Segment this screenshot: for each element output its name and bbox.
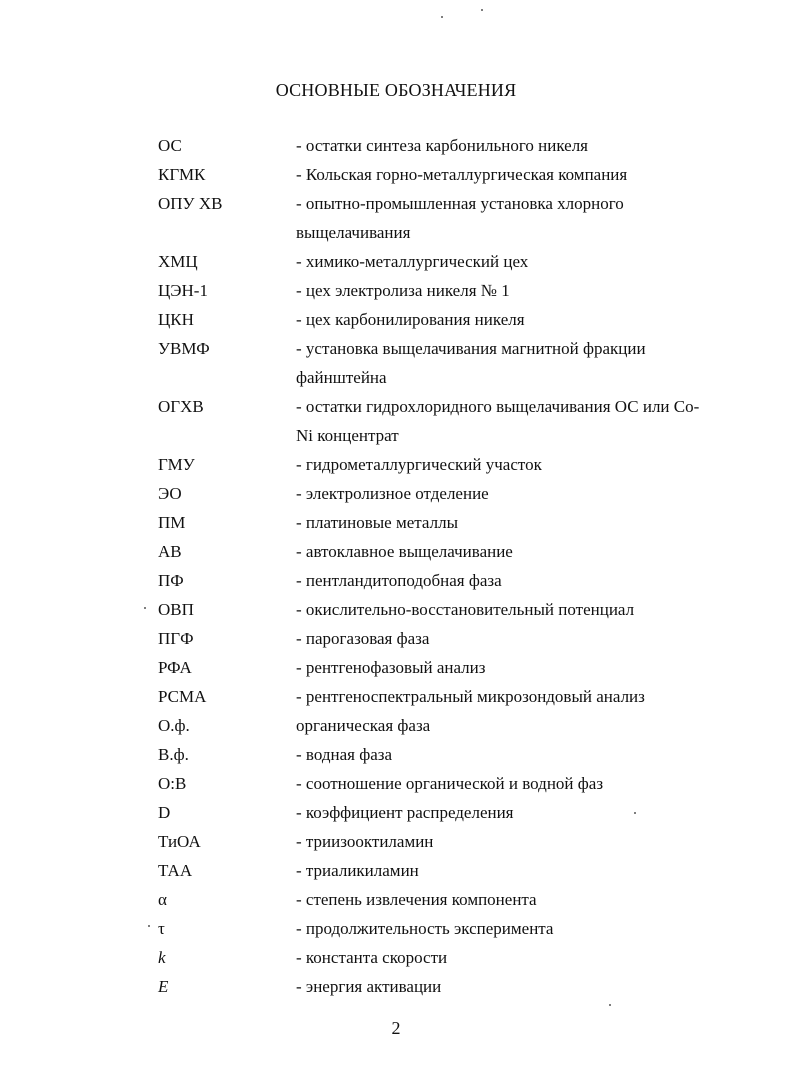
abbreviation-term: В.ф. bbox=[158, 745, 189, 764]
list-item bbox=[158, 682, 758, 711]
abbreviation-definition bbox=[296, 479, 758, 508]
abbreviation-definition bbox=[296, 885, 758, 914]
list-item bbox=[158, 131, 758, 160]
definition-line: выщелачивания bbox=[296, 223, 411, 242]
abbreviation-term: АВ bbox=[158, 542, 182, 561]
definition-line: - продолжительность эксперимента bbox=[296, 919, 554, 938]
abbreviation-definition bbox=[296, 276, 758, 305]
list-item bbox=[158, 160, 758, 189]
abbreviation-definition bbox=[296, 798, 758, 827]
abbreviation-term: УВМФ bbox=[158, 339, 210, 358]
definition-line: - опытно-промышленная установка хлорного bbox=[296, 194, 624, 213]
definition-line: - установка выщелачивания магнитной фракции bbox=[296, 339, 646, 358]
abbreviation-term: ОГХВ bbox=[158, 397, 204, 416]
abbreviation-term: α bbox=[158, 890, 167, 909]
abbreviation-term: ПФ bbox=[158, 571, 184, 590]
abbreviation-definition bbox=[296, 653, 758, 682]
scan-speck bbox=[609, 1004, 611, 1006]
list-item bbox=[158, 914, 758, 943]
abbreviation-term: ЭО bbox=[158, 484, 182, 503]
abbreviation-definition bbox=[296, 537, 758, 566]
abbreviation-definition bbox=[296, 160, 758, 189]
definition-line: файнштейна bbox=[296, 368, 387, 387]
abbreviation-definition bbox=[296, 334, 758, 392]
abbreviation-term: ЦЭН-1 bbox=[158, 281, 208, 300]
abbreviation-term: k bbox=[158, 948, 166, 967]
list-item bbox=[158, 276, 758, 305]
abbreviation-term: E bbox=[158, 977, 169, 996]
abbreviation-definition bbox=[296, 827, 758, 856]
abbreviation-definition bbox=[296, 131, 758, 160]
abbreviation-definition bbox=[296, 247, 758, 276]
abbreviation-term: О:В bbox=[158, 774, 187, 793]
list-item bbox=[158, 450, 758, 479]
abbreviation-term: ОПУ ХВ bbox=[158, 194, 223, 213]
definition-line: - соотношение органической и водной фаз bbox=[296, 774, 604, 793]
abbreviation-definition bbox=[296, 624, 758, 653]
abbreviation-term: РСМА bbox=[158, 687, 207, 706]
abbreviation-term: ОВП bbox=[158, 600, 194, 619]
abbreviation-term: ОС bbox=[158, 136, 182, 155]
list-item bbox=[158, 653, 758, 682]
abbreviation-list bbox=[158, 131, 758, 1001]
list-item bbox=[158, 885, 758, 914]
page-title: ОСНОВНЫЕ ОБОЗНАЧЕНИЯ bbox=[275, 80, 517, 100]
abbreviation-definition bbox=[296, 392, 758, 450]
list-item bbox=[158, 827, 758, 856]
abbreviation-definition bbox=[296, 595, 758, 624]
abbreviation-definition bbox=[296, 508, 758, 537]
definition-line: - цех карбонилирования никеля bbox=[296, 310, 525, 329]
definition-line: - Кольская горно-металлургическая компания bbox=[296, 165, 628, 184]
definition-line: - цех электролиза никеля № 1 bbox=[296, 281, 510, 300]
definition-line: - константа скорости bbox=[296, 948, 448, 967]
definition-line: - платиновые металлы bbox=[296, 513, 458, 532]
abbreviation-definition bbox=[296, 856, 758, 885]
abbreviation-definition bbox=[296, 972, 758, 1001]
definition-line: - гидрометаллургический участок bbox=[296, 455, 542, 474]
list-item bbox=[158, 334, 758, 392]
abbreviation-definition bbox=[296, 305, 758, 334]
abbreviation-term: ГМУ bbox=[158, 455, 195, 474]
definition-line: - остатки синтеза карбонильного никеля bbox=[296, 136, 588, 155]
definition-line: - окислительно-восстановительный потенциал bbox=[296, 600, 635, 619]
abbreviation-definition bbox=[296, 189, 758, 247]
definition-line: - электролизное отделение bbox=[296, 484, 489, 503]
list-item bbox=[158, 508, 758, 537]
abbreviation-term: О.ф. bbox=[158, 716, 190, 735]
scan-speck bbox=[148, 925, 150, 927]
abbreviation-term: τ bbox=[158, 919, 165, 938]
abbreviation-definition bbox=[296, 450, 758, 479]
abbreviation-term: ТиОА bbox=[158, 832, 201, 851]
abbreviation-term: ТАА bbox=[158, 861, 193, 880]
definition-line: - автоклавное выщелачивание bbox=[296, 542, 513, 561]
definition-line: - триаликиламин bbox=[296, 861, 419, 880]
abbreviation-term: D bbox=[158, 803, 171, 822]
list-item bbox=[158, 247, 758, 276]
list-item bbox=[158, 392, 758, 450]
list-item bbox=[158, 798, 758, 827]
list-item bbox=[158, 479, 758, 508]
list-item bbox=[158, 595, 758, 624]
page-number: 2 bbox=[391, 1018, 401, 1038]
abbreviation-term: ПМ bbox=[158, 513, 186, 532]
definition-line: - остатки гидрохлоридного выщелачивания ОС или Co- bbox=[296, 397, 700, 416]
definition-line: - рентгенофазовый анализ bbox=[296, 658, 486, 677]
abbreviation-definition bbox=[296, 740, 758, 769]
list-item bbox=[158, 711, 758, 740]
list-item bbox=[158, 769, 758, 798]
list-item bbox=[158, 856, 758, 885]
abbreviation-definition bbox=[296, 566, 758, 595]
list-item bbox=[158, 566, 758, 595]
definition-line: - энергия активации bbox=[296, 977, 442, 996]
list-item bbox=[158, 189, 758, 247]
definition-line: Ni концентрат bbox=[296, 426, 399, 445]
abbreviation-term: ЦКН bbox=[158, 310, 194, 329]
list-item bbox=[158, 740, 758, 769]
abbreviation-definition bbox=[296, 682, 758, 711]
definition-line: - коэффициент распределения bbox=[296, 803, 514, 822]
scan-speck bbox=[634, 812, 636, 814]
abbreviation-term: ХМЦ bbox=[158, 252, 198, 271]
scan-speck bbox=[481, 9, 483, 11]
definition-line: - пентландитоподобная фаза bbox=[296, 571, 502, 590]
definition-line: - парогазовая фаза bbox=[296, 629, 430, 648]
definition-line: - рентгеноспектральный микрозондовый анализ bbox=[296, 687, 645, 706]
definition-line: - степень извлечения компонента bbox=[296, 890, 537, 909]
scan-speck bbox=[144, 607, 146, 609]
list-item bbox=[158, 624, 758, 653]
list-item bbox=[158, 972, 758, 1001]
definition-line: - триизооктиламин bbox=[296, 832, 434, 851]
scan-speck bbox=[441, 16, 443, 18]
definition-line: - химико-металлургический цех bbox=[296, 252, 529, 271]
abbreviation-definition bbox=[296, 769, 758, 798]
abbreviation-definition bbox=[296, 711, 758, 740]
definition-line: органическая фаза bbox=[296, 716, 431, 735]
abbreviation-term: ПГФ bbox=[158, 629, 194, 648]
abbreviation-term: РФА bbox=[158, 658, 192, 677]
abbreviation-term: КГМК bbox=[158, 165, 206, 184]
list-item bbox=[158, 305, 758, 334]
abbreviation-definition bbox=[296, 943, 758, 972]
list-item bbox=[158, 537, 758, 566]
list-item bbox=[158, 943, 758, 972]
abbreviation-definition bbox=[296, 914, 758, 943]
definition-line: - водная фаза bbox=[296, 745, 393, 764]
